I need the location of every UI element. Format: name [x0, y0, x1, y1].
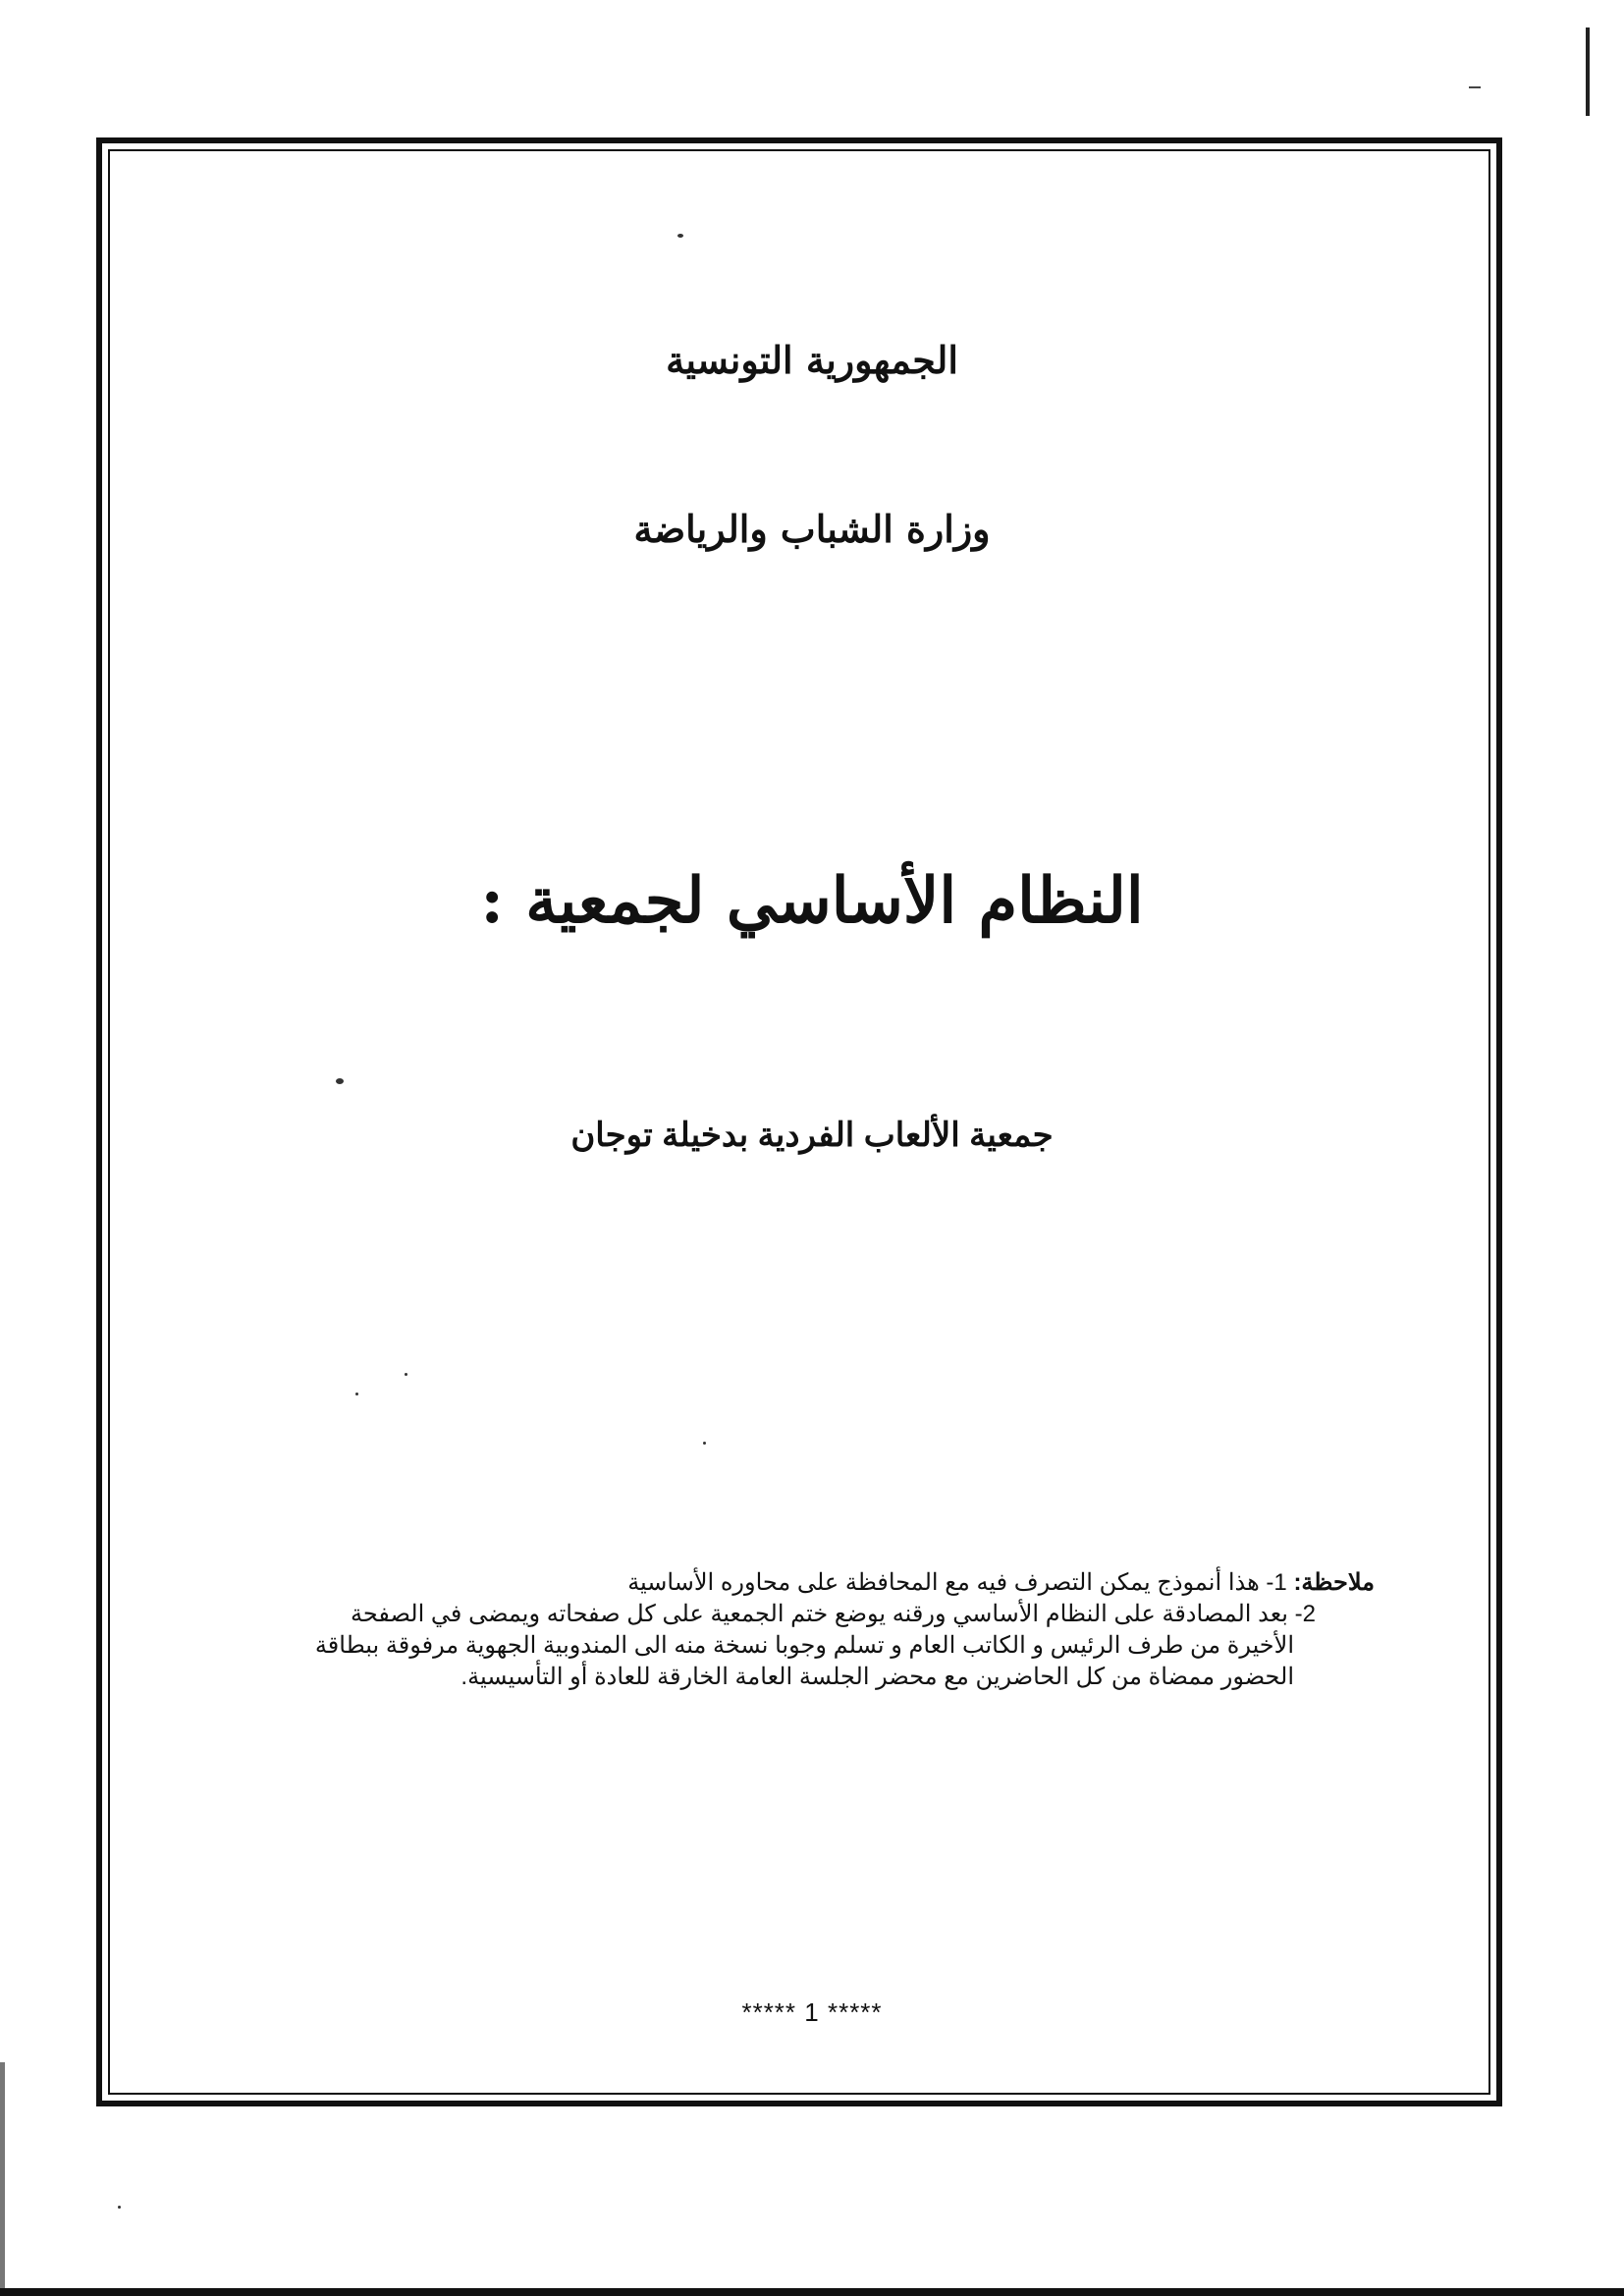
association-name: جمعية الألعاب الفردية بدخيلة توجان	[570, 1117, 1054, 1154]
note-line-3: الأخيرة من طرف الرئيس و الكاتب العام و تسلم وجوبا نسخة منه الى المندوبية الجهوية مرفوقة ببطاقة	[314, 1632, 1294, 1659]
country-name: الجمهورية التونسية	[666, 338, 958, 382]
document-title: النظام الأساسي لجمعية :	[480, 864, 1144, 938]
note-line-1	[147, 1567, 1375, 1599]
scan-mark-right	[1586, 27, 1590, 116]
scan-mark-dash	[1469, 86, 1481, 88]
speck	[405, 1373, 407, 1376]
speck	[118, 2206, 121, 2209]
speck	[336, 1078, 344, 1084]
speck	[355, 1393, 358, 1395]
ministry-name: وزارة الشباب والرياضة	[633, 507, 991, 551]
note-line-4: الحضور ممضاة من كل الحاضرين مع محضر الجلسة العامة الخارقة للعادة أو التأسيسية.	[460, 1664, 1294, 1690]
note-label: ملاحظة:	[1293, 1569, 1375, 1596]
scan-edge-left	[0, 2062, 5, 2296]
page-number: ***** 1 *****	[741, 1997, 883, 2027]
notes-section	[147, 1567, 1375, 1693]
scan-edge-bottom	[0, 2288, 1624, 2296]
note-item-1: 1- هذا أنموذج يمكن التصرف فيه مع المحافظة على محاوره الأساسية	[627, 1569, 1287, 1596]
speck	[677, 234, 683, 238]
note-line-2: 2- بعد المصادقة على النظام الأساسي ورقنه يوضع ختم الجمعية على كل صفحاته ويمضى في الصفحة	[350, 1601, 1316, 1627]
speck	[703, 1442, 706, 1445]
